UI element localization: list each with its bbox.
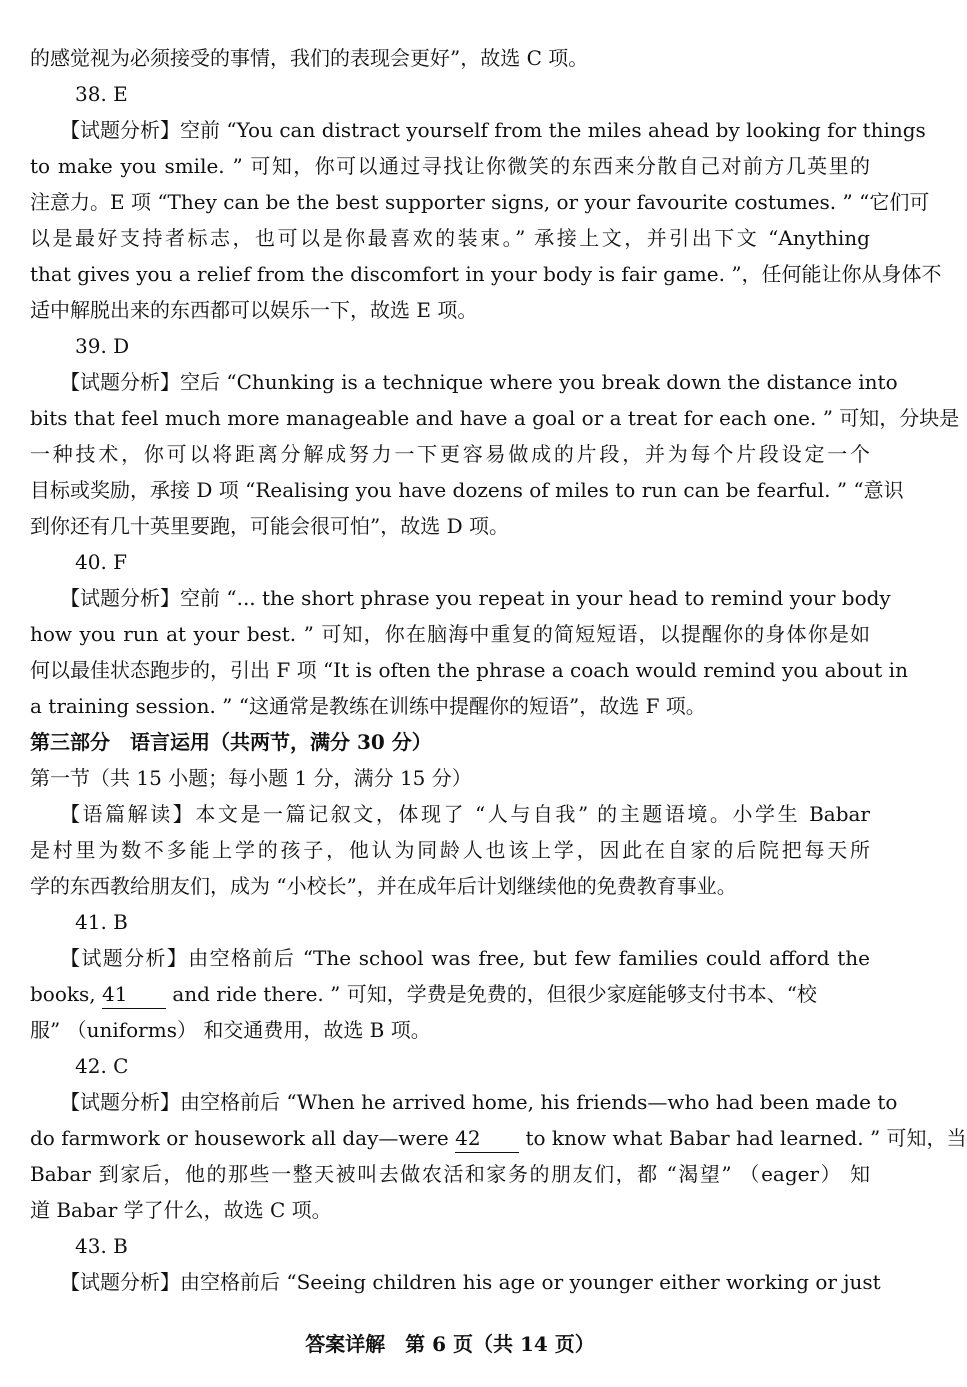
text-line: a training session. ” “这通常是教练在训练中提醒你的短语”，故选 F 项。 <box>30 694 706 718</box>
section-heading: 第三部分 语言运用（共两节，满分 30 分） <box>30 730 432 754</box>
text-line: 一种技术，你可以将距离分解成努力一下更容易做成的片段，并为每个片段设定一个 <box>30 442 870 466</box>
text-line: to make you smile. ” 可知，你可以通过寻找让你微笑的东西来分散自己对前方几英里的 <box>30 154 870 178</box>
blank-42: 42 <box>455 1124 519 1153</box>
text-line: how you run at your best. ” 可知，你在脑海中重复的简短短语，以提醒你的身体你是如 <box>30 622 870 646</box>
text-line: 以是最好支持者标志，也可以是你最喜欢的装束。” 承接上文，并引出下文 “Anything <box>30 226 870 250</box>
line-rest: to know what Babar had learned. ” 可知，当 <box>525 1126 967 1150</box>
text-line: 【试题分析】由空格前后 “Seeing children his age or younger either working or just <box>60 1270 881 1294</box>
answer-number-43: 43. B <box>75 1234 128 1258</box>
page-footer: 答案详解 第 6 页（共 14 页） <box>305 1332 595 1356</box>
subsection-heading: 第一节（共 15 小题；每小题 1 分，满分 15 分） <box>30 766 472 790</box>
text-line: 注意力。E 项 “They can be the best supporter signs, or your favourite costumes. ” “它们可 <box>30 190 930 214</box>
blank-41: 41 <box>102 980 166 1009</box>
answer-number-39: 39. D <box>75 334 130 358</box>
books-prefix: books, <box>30 982 96 1006</box>
text-line-with-blank-41 <box>30 976 870 1012</box>
line-rest: and ride there. ” 可知，学费是免费的，但很少家庭能够支付书本、“校 <box>172 982 817 1006</box>
text-line: Babar 到家后，他的那些一整天被叫去做农活和家务的朋友们，都 “渴望” （eager） 知 <box>30 1162 870 1186</box>
text-line: 【试题分析】由空格前后 “The school was free, but few families could afford the <box>60 946 870 970</box>
text-line: 适中解脱出来的东西都可以娱乐一下，故选 E 项。 <box>30 298 478 322</box>
text-line: 道 Babar 学了什么，故选 C 项。 <box>30 1198 332 1222</box>
text-line: that gives you a relief from the discomfort in your body is fair game. ”，任何能让你从身体不 <box>30 262 942 286</box>
text-line: 【试题分析】空前 “You can distract yourself from the miles ahead by looking for things <box>60 118 926 142</box>
text-line: 是村里为数不多能上学的孩子，他认为同龄人也该上学，因此在自家的后院把每天所 <box>30 838 870 862</box>
answer-number-40: 40. F <box>75 550 128 574</box>
text-line: 目标或奖励，承接 D 项 “Realising you have dozens of miles to run can be fearful. ” “意识 <box>30 478 904 502</box>
answer-number-41: 41. B <box>75 910 128 934</box>
text-line: 【试题分析】由空格前后 “When he arrived home, his friends—who had been made to <box>60 1090 898 1114</box>
text-line: 【语篇解读】本文是一篇记叙文，体现了 “人与自我” 的主题语境。小学生 Babar <box>60 802 870 826</box>
answer-number-42: 42. C <box>75 1054 129 1078</box>
text-line: 学的东西教给朋友们，成为 “小校长”，并在成年后计划继续他的免费教育事业。 <box>30 874 737 898</box>
text-line: 【试题分析】空后 “Chunking is a technique where you break down the distance into <box>60 370 898 394</box>
text-line: bits that feel much more manageable and have a goal or a treat for each one. ” 可知，分块是 <box>30 406 960 430</box>
text-line: 到你还有几十英里要跑，可能会很可怕”，故选 D 项。 <box>30 514 509 538</box>
farmwork-prefix: do farmwork or housework all day—were <box>30 1126 449 1150</box>
answer-number-38: 38. E <box>75 82 128 106</box>
text-line: 服” （uniforms） 和交通费用，故选 B 项。 <box>30 1018 431 1042</box>
text-line: 何以最佳状态跑步的，引出 F 项 “It is often the phrase a coach would remind you about in <box>30 658 908 682</box>
text-line: 【试题分析】空前 “... the short phrase you repeat in your head to remind your body <box>60 586 891 610</box>
text-line-with-blank-42 <box>30 1120 967 1156</box>
text-line: 的感觉视为必须接受的事情，我们的表现会更好”，故选 C 项。 <box>30 46 589 70</box>
